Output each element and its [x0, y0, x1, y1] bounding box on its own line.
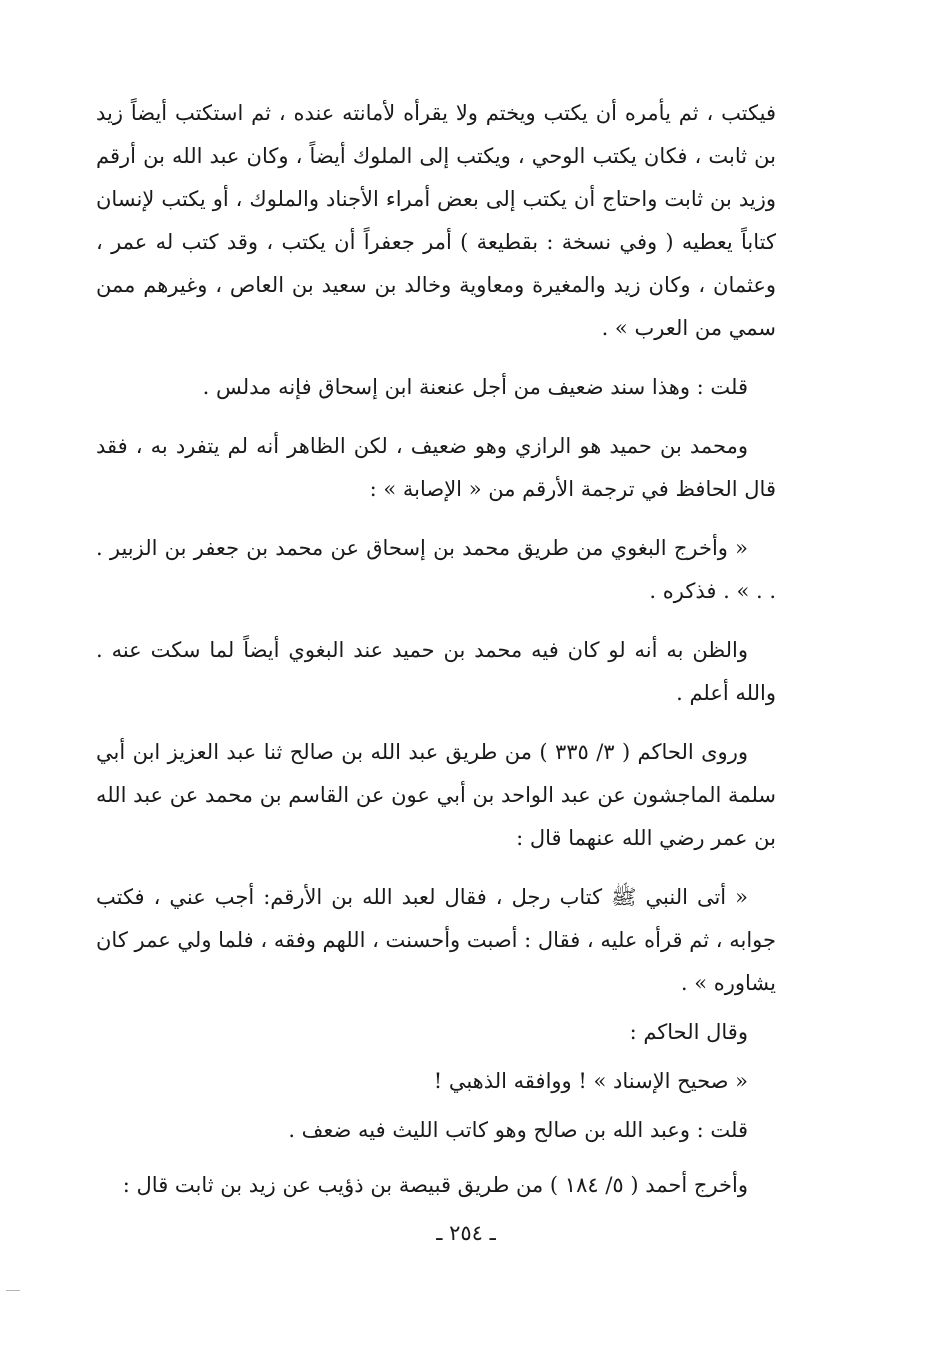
scan-edge-mark	[6, 1290, 20, 1291]
paragraph-5: والظن به أنه لو كان فيه محمد بن حميد عند البغوي أيضاً لما سكت عنه . والله أعلم .	[96, 638, 776, 705]
paragraph-11: وأخرج أحمد ( ٥/ ١٨٤ ) من طريق قبيصة بن ذؤيب عن زيد بن ثابت قال :	[122, 1173, 748, 1197]
paragraph-4: « وأخرج البغوي من طريق محمد بن إسحاق عن محمد بن جعفر بن الزبير . . . » . فذكره .	[96, 536, 776, 603]
page-number: ـ ٢٥٤ ـ	[436, 1221, 496, 1245]
paragraph-7: « أتى النبي ﷺ كتاب رجل ، فقال لعبد الله بن الأرقم: أجب عني ، فكتب جوابه ، ثم قرأه عليه ، فقال : أصبت وأحسنت ، اللهم وفقه ، فلما ولي عمر كان يشاوره » .	[96, 885, 776, 995]
paragraph-6: وروى الحاكم ( ٣/ ٣٣٥ ) من طريق عبد الله بن صالح ثنا عبد العزيز ابن أبي سلمة الماجشون عن عبد الواحد بن أبي عون عن القاسم بن محمد عن عبد الله بن عمر رضي الله عنهما قال :	[96, 740, 776, 850]
paragraph-2: قلت : وهذا سند ضعيف من أجل عنعنة ابن إسحاق فإنه مدلس .	[202, 375, 748, 399]
paragraph-9: « صحيح الإسناد » ! ووافقه الذهبي !	[433, 1069, 748, 1093]
paragraph-8: وقال الحاكم :	[629, 1020, 748, 1044]
page-body	[96, 92, 776, 1207]
paragraph-1: فيكتب ، ثم يأمره أن يكتب ويختم ولا يقرأه لأمانته عنده ، ثم استكتب أيضاً زيد بن ثابت ، فكان يكتب الوحي ، ويكتب إلى الملوك أيضاً ، وكان عبد الله بن أرقم وزيد بن ثابت واحتاج أن يكتب إلى بعض أمراء الأجناد والملوك ، أو يكتب لإنسان كتاباً يعطيه ( وفي نسخة : بقطيعة ) أمر جعفراً أن يكتب ، وقد كتب له عمر ، وعثمان ، وكان زيد والمغيرة ومعاوية وخالد بن سعيد بن العاص ، وغيرهم ممن سمي من العرب » .	[96, 101, 776, 340]
paragraph-3: ومحمد بن حميد هو الرازي وهو ضعيف ، لكن الظاهر أنه لم يتفرد به ، فقد قال الحافظ في ترجمة الأرقم من « الإصابة » :	[96, 434, 776, 501]
paragraph-10: قلت : وعبد الله بن صالح وهو كاتب الليث فيه ضعف .	[288, 1118, 748, 1142]
